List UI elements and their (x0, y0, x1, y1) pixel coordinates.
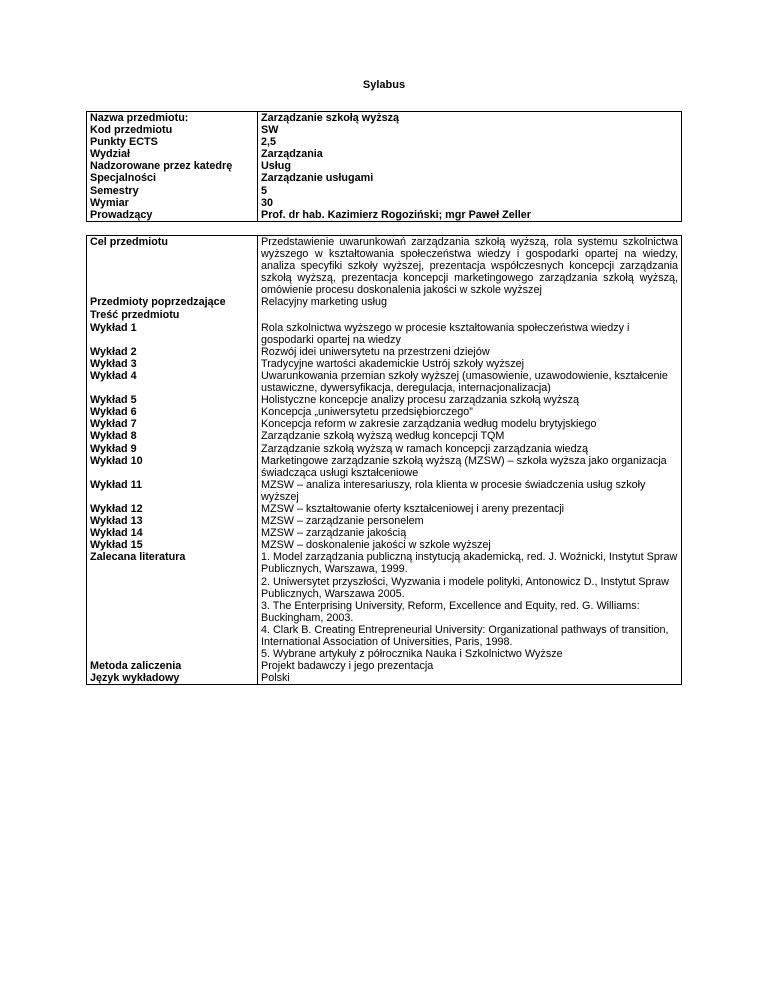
detail-value: Przedstawienie uwarunkowań zarządzania szkołą wyższą, rola systemu szkolnictwa wyższego w kształtowania społeczeństwa wiedzy i gospodarki opartej na wiedzy, analiza specyfiki szkoły wyższej, prezentacja współczesnych koncepcji zarządzania szkołą wyższą, prezentacja koncepcji marketingowego zarządzania szkołą wyższą, omówienie procesu doskonalenia jakości w szkole wyższej (258, 236, 682, 297)
detail-value: Koncepcja reform w zakresie zarządzania według modelu brytyjskiego (258, 418, 682, 430)
detail-key: Wykład 13 (87, 515, 258, 527)
table-row (87, 136, 682, 148)
info-value: 30 (258, 197, 682, 209)
table-row (87, 455, 682, 479)
detail-value: Relacyjny marketing usług (258, 296, 682, 308)
table-row (87, 418, 682, 430)
literature-key: Zalecana literatura (87, 551, 258, 660)
literature-list (258, 551, 682, 660)
detail-value: Zarządzanie szkołą wyższą w ramach koncepcji zarządzania wiedzą (258, 443, 682, 455)
detail-key: Przedmioty poprzedzające (87, 296, 258, 308)
detail-value: Rola szkolnictwa wyższego w procesie kształtowania społeczeństwa wiedzy i gospodarki opartej na wiedzy (258, 322, 682, 346)
detail-value (258, 309, 682, 322)
info-value: Usług (258, 160, 682, 172)
detail-value: Koncepcja „uniwersytetu przedsiębiorczego” (258, 406, 682, 418)
detail-value: Zarządzanie szkołą wyższą według koncepcji TQM (258, 430, 682, 442)
info-key: Nadzorowane przez katedrę (87, 160, 258, 172)
info-key: Punkty ECTS (87, 136, 258, 148)
table-row (87, 185, 682, 197)
detail-value: MZSW – doskonalenie jakości w szkole wyższej (258, 539, 682, 551)
detail-value: Holistyczne koncepcje analizy procesu zarządzania szkołą wyższą (258, 394, 682, 406)
info-key: Wydział (87, 148, 258, 160)
detail-key: Wykład 14 (87, 527, 258, 539)
table-row (87, 406, 682, 418)
document-title: Sylabus (362, 79, 406, 91)
literature-item: 4. Clark B. Creating Entrepreneurial University: Organizational pathways of transition, International Association of Universities, Paris, 1998. (261, 623, 669, 648)
table-row (87, 515, 682, 527)
table-row (87, 479, 682, 503)
detail-key: Wykład 2 (87, 346, 258, 358)
course-details-table (86, 235, 682, 685)
table-row (87, 112, 682, 125)
info-value: Zarządzanie usługami (258, 172, 682, 184)
table-row (87, 394, 682, 406)
table-row (87, 358, 682, 370)
detail-value: Uwarunkowania przemian szkoły wyższej (umasowienie, uzawodowienie, kształcenie ustawiczne, dywersyfikacja, deregulacja, internacjonalizacja) (258, 370, 682, 394)
table-row (87, 197, 682, 209)
table-row (87, 503, 682, 515)
table-row (87, 172, 682, 184)
table-row (87, 539, 682, 551)
detail-value: Marketingowe zarządzanie szkołą wyższą (MZSW) – szkoła wyższa jako organizacja świadcząca usługi kształceniowe (258, 455, 682, 479)
literature-item: 1. Model zarządzania publiczną instytucją akademicką, red. J. Woźnicki, Instytut Spraw Publicznych, Warszawa, 1999. (261, 551, 678, 576)
table-row (87, 430, 682, 442)
info-key: Nazwa przedmiotu: (87, 112, 258, 125)
detail-key: Język wykładowy (87, 672, 258, 685)
detail-key: Wykład 1 (87, 322, 258, 346)
literature-item: 2. Uniwersytet przyszłości, Wyzwania i modele polityki, Antonowicz D., Instytut Spraw Publicznych, Warszawa 2005. (261, 575, 669, 600)
detail-value: MZSW – kształtowanie oferty kształceniowej i areny prezentacji (258, 503, 682, 515)
detail-value: MZSW – zarządzanie personelem (258, 515, 682, 527)
info-value: 5 (258, 185, 682, 197)
table-row (87, 660, 682, 672)
detail-value: MZSW – analiza interesariuszy, rola klienta w procesie świadczenia usług szkoły wyższej (258, 479, 682, 503)
detail-value: Polski (258, 672, 682, 685)
table-row (87, 551, 682, 660)
detail-key: Wykład 12 (87, 503, 258, 515)
table-row (87, 527, 682, 539)
detail-key: Wykład 10 (87, 455, 258, 479)
table-row (87, 148, 682, 160)
table-row (87, 370, 682, 394)
literature-item: 5. Wybrane artykuły z półrocznika Nauka i Szkolnictwo Wyższe (261, 648, 563, 661)
detail-key: Wykład 4 (87, 370, 258, 394)
detail-key: Wykład 5 (87, 394, 258, 406)
info-key: Prowadzący (87, 209, 258, 222)
table-row (87, 209, 682, 222)
info-value: 2,5 (258, 136, 682, 148)
detail-key: Wykład 6 (87, 406, 258, 418)
detail-value: Tradycyjne wartości akademickie Ustrój szkoły wyższej (258, 358, 682, 370)
table-row (87, 672, 682, 685)
info-value: Prof. dr hab. Kazimierz Rogoziński; mgr Paweł Zeller (258, 209, 682, 222)
info-key: Specjalności (87, 172, 258, 184)
detail-value: Rozwój idei uniwersytetu na przestrzeni dziejów (258, 346, 682, 358)
info-value: SW (258, 124, 682, 136)
detail-key: Wykład 8 (87, 430, 258, 442)
table-row (87, 236, 682, 297)
info-key: Semestry (87, 185, 258, 197)
table-row (87, 124, 682, 136)
detail-key: Treść przedmiotu (87, 309, 258, 322)
detail-key: Metoda zaliczenia (87, 660, 258, 672)
table-row (87, 346, 682, 358)
table-row (87, 309, 682, 322)
detail-key: Wykład 9 (87, 443, 258, 455)
detail-key: Wykład 11 (87, 479, 258, 503)
table-row (87, 160, 682, 172)
info-value: Zarządzania (258, 148, 682, 160)
info-value: Zarządzanie szkołą wyższą (258, 112, 682, 125)
detail-key: Cel przedmiotu (87, 236, 258, 297)
detail-key: Wykład 7 (87, 418, 258, 430)
course-info-table (86, 111, 682, 222)
table-row (87, 322, 682, 346)
detail-value: Projekt badawczy i jego prezentacja (258, 660, 682, 672)
info-key: Kod przedmiotu (87, 124, 258, 136)
info-key: Wymiar (87, 197, 258, 209)
detail-key: Wykład 3 (87, 358, 258, 370)
detail-key: Wykład 15 (87, 539, 258, 551)
table-row (87, 296, 682, 308)
literature-item: 3. The Enterprising University, Reform, Excellence and Equity, red. G. Williams: Buckingham, 2003. (261, 599, 640, 624)
table-row (87, 443, 682, 455)
detail-value: MZSW – zarządzanie jakością (258, 527, 682, 539)
